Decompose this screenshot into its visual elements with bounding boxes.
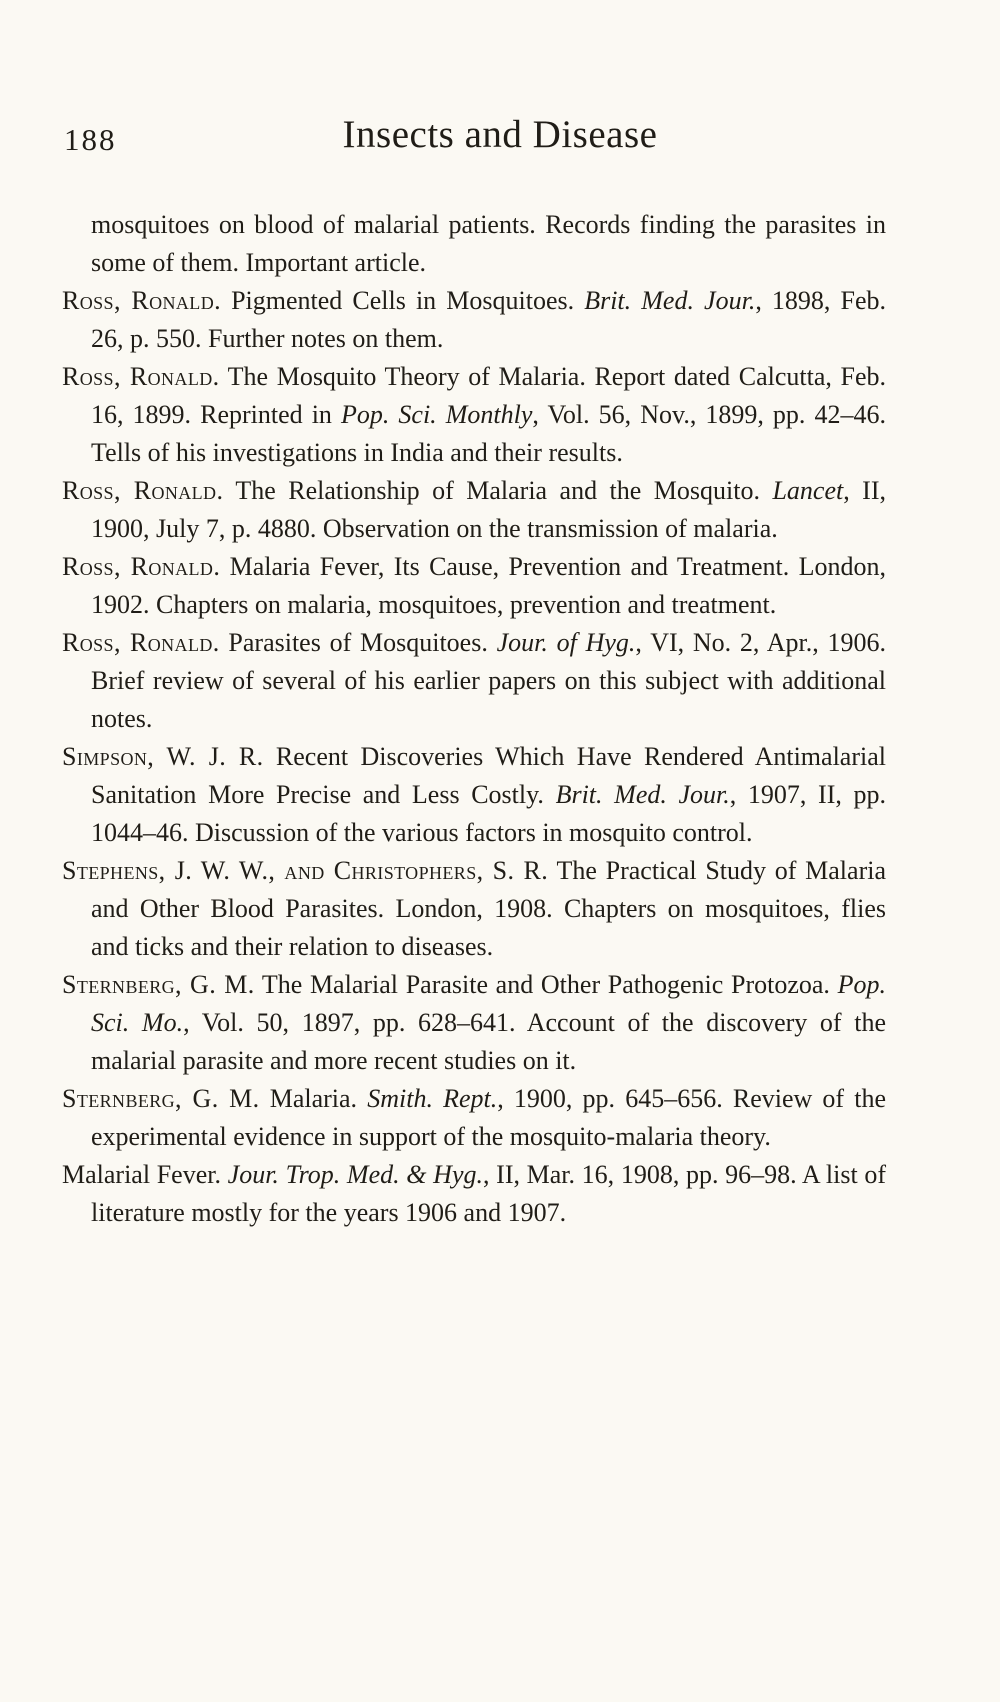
entry-text-plain: , II, 1900, July 7, p. 4880. Observation on the transmission of malaria. [91,476,886,543]
entry-text-plain: Malaria. [259,1084,368,1113]
entry-text-italic: Jour. Trop. Med. & Hyg. [227,1160,483,1189]
entry-text-plain: , Vol. 50, 1897, pp. 628–641. Account of the discovery of the malarial parasite and more recent studies on it. [91,1008,887,1075]
bibliography-entry [62,966,886,1080]
entry-text-smallcaps: Simpson, W. J. R. [62,742,264,771]
entry-text-smallcaps: Sternberg, G. M. [62,970,255,999]
entry-text-smallcaps: Stephens, J. W. W., and Christophers, S. R. [62,856,549,885]
entry-text-plain: , 1898, Feb. 26, p. 550. Further notes on them. [91,286,886,353]
entry-text-plain: Recent Discoveries Which Have Rendered Antimalarial Sanitation More Precise and Less Costly. [91,742,886,809]
entry-text-smallcaps: Ross, Ronald. [62,362,220,391]
entry-text-plain: , II, Mar. 16, 1908, pp. 96–98. A list of literature mostly for the years 1906 and 1907. [91,1160,886,1227]
bibliography-entry [62,1156,886,1232]
bibliography-entry [62,206,886,282]
bibliography-entry [62,1080,886,1156]
entry-text-smallcaps: Ross, Ronald. [62,628,220,657]
bibliography-entry [62,472,886,548]
entry-text-smallcaps: Ross, Ronald. [62,476,224,505]
entry-text-italic: Lancet [772,476,844,505]
entry-text-plain: Malarial Fever. [62,1160,228,1189]
entry-text-plain: Pigmented Cells in Mosquitoes. [221,286,585,315]
entry-text-plain: , Vol. 56, Nov., 1899, pp. 42–46. Tells of his investigations in India and their results. [91,400,886,467]
bibliography-entry [62,852,886,966]
entry-text-plain: , VI, No. 2, Apr., 1906. Brief review of several of his earlier papers on this subject with additional notes. [91,628,886,733]
bibliography-entry [62,624,886,738]
page-title: Insects and Disease [342,113,658,156]
entry-text-plain: The Relationship of Malaria and the Mosquito. [223,476,773,505]
page-header [62,112,938,170]
entry-text-plain: The Malarial Parasite and Other Pathogenic Protozoa. [254,970,838,999]
entry-text-plain: Parasites of Mosquitoes. [219,628,497,657]
bibliography-list [62,206,886,1232]
entry-text-plain: The Practical Study of Malaria and Other Blood Parasites. London, 1908. Chapters on mosquitoes, flies and ticks and their relation to diseases. [91,856,886,961]
entry-text-smallcaps: Sternberg, G. M. [62,1084,260,1113]
entry-text-plain: mosquitoes on blood of malarial patients. Records finding the parasites in some of them. Important article. [91,210,886,277]
entry-text-italic: Brit. Med. Jour. [555,780,730,809]
entry-text-italic: Pop. Sci. Monthly [340,400,533,429]
entry-text-italic: Jour. of Hyg. [496,628,636,657]
entry-text-plain: , 1907, II, pp. 1044–46. Discussion of the various factors in mosquito control. [91,780,887,847]
entry-text-plain: The Mosquito Theory of Malaria. Report dated Calcutta, Feb. 16, 1899. Reprinted in [91,362,886,429]
entry-text-smallcaps: Ross, Ronald. [62,552,221,581]
entry-text-plain: Malaria Fever, Its Cause, Prevention and Treatment. London, 1902. Chapters on malaria, mosquitoes, prevention and treatment. [91,552,886,619]
bibliography-entry [62,358,886,472]
bibliography-entry [62,282,886,358]
bibliography-entry [62,738,886,852]
entry-text-italic: Smith. Rept. [367,1084,498,1113]
page-number: 188 [64,122,117,157]
bibliography-entry [62,548,886,624]
entry-text-italic: Pop. Sci. Mo. [91,970,886,1037]
entry-text-smallcaps: Ross, Ronald. [62,286,221,315]
entry-text-plain: , 1900, pp. 645–656. Review of the experimental evidence in support of the mosquito-malaria theory. [91,1084,887,1151]
entry-text-italic: Brit. Med. Jour. [584,286,756,315]
